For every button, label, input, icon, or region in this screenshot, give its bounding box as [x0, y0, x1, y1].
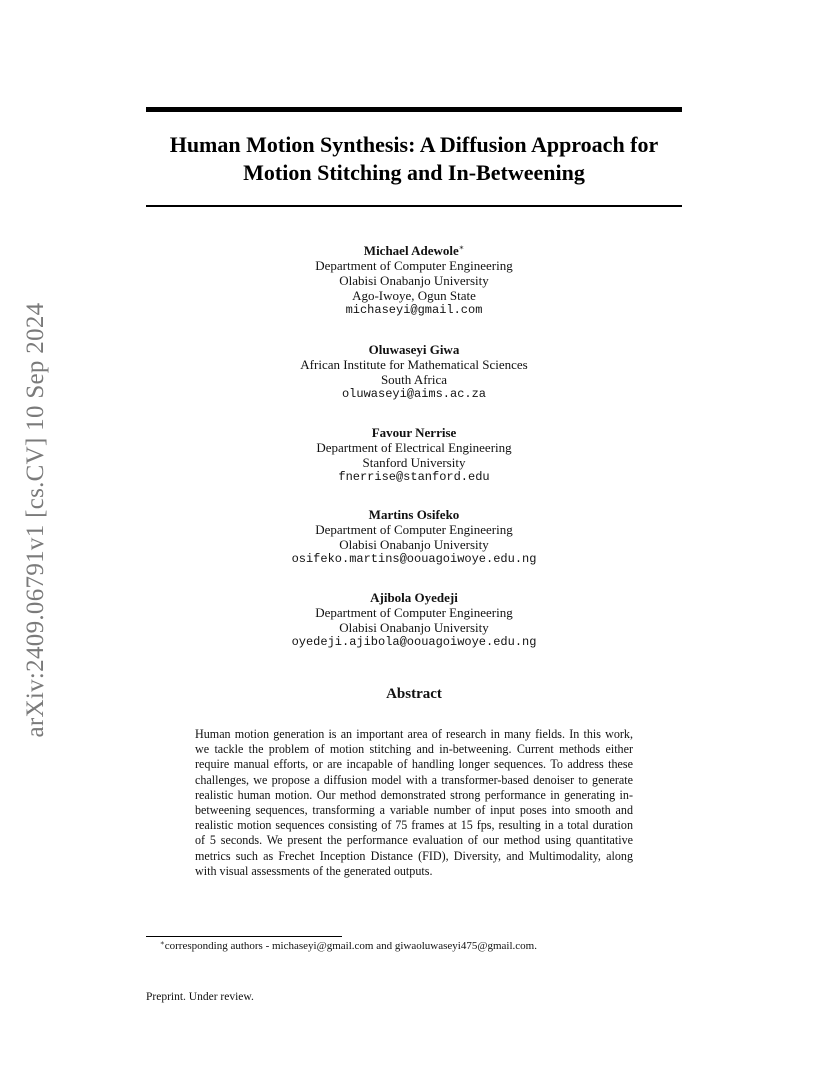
- footnote: [160, 940, 537, 953]
- author-block: [146, 342, 682, 402]
- abstract-heading: Abstract: [386, 686, 442, 702]
- author-name: Favour Nerrise: [371, 425, 457, 440]
- author-affiliation-line: Ago-Iwoye, Ogun State: [352, 288, 476, 303]
- paper-title: [146, 131, 682, 187]
- paper-title-line-2: Motion Stitching and In-Betweening: [243, 160, 585, 185]
- author-email: michaseyi@gmail.com: [345, 303, 483, 317]
- author-affiliation-line: Department of Computer Engineering: [315, 522, 513, 537]
- author-block: [146, 590, 682, 650]
- author-affiliation-line: Stanford University: [362, 455, 466, 470]
- author-name: Oluwaseyi Giwa: [368, 342, 460, 357]
- author-affiliation-line: African Institute for Mathematical Sciences: [300, 357, 528, 372]
- author-list: [146, 243, 682, 673]
- title-top-rule: [146, 107, 682, 112]
- author-email: oluwaseyi@aims.ac.za: [341, 387, 487, 401]
- abstract-text: Human motion generation is an important area of research in many fields. In this work, we tackle the problem of motion stitching and in-betweening. Current methods either require manual efforts, or are incapable of handling longer sequences. To address these challenges, we propose a diffusion model with a transformer-based denoiser to generate realistic human motion. Our method demonstrated strong performance in generating in-betweening sequences, transforming a variable number of input poses into smooth and realistic motion sequences consisting of 75 frames at 15 fps, resulting in a total duration of 5 seconds. We present the performance evaluation of our method using quantitative metrics such as Frechet Inception Distance (FID), Diversity, and Multimodality, along with visual assessments of the generated outputs.: [195, 727, 633, 878]
- author-affiliation-line: South Africa: [380, 372, 448, 387]
- footnote-mark: ∗: [160, 939, 165, 947]
- author-affiliation-line: Olabisi Onabanjo University: [339, 537, 489, 552]
- paper-title-line-1: Human Motion Synthesis: A Diffusion Approach for: [169, 132, 659, 157]
- footnote-text: corresponding authors - michaseyi@gmail.com and giwaoluwaseyi475@gmail.com.: [164, 940, 537, 952]
- author-block: [146, 425, 682, 485]
- author-name: Martins Osifeko: [368, 507, 460, 522]
- author-affiliation-line: Department of Computer Engineering: [315, 258, 513, 273]
- author-name: Michael Adewole∗: [363, 243, 465, 258]
- author-affiliation-line: Olabisi Onabanjo University: [339, 273, 489, 288]
- author-affiliation-line: Olabisi Onabanjo University: [339, 620, 489, 635]
- author-block: [146, 243, 682, 318]
- author-email: oyedeji.ajibola@oouagoiwoye.edu.ng: [291, 635, 537, 649]
- author-block: [146, 507, 682, 567]
- arxiv-identifier: arXiv:2409.06791v1 [cs.CV] 10 Sep 2024: [22, 302, 49, 738]
- author-email: osifeko.martins@oouagoiwoye.edu.ng: [291, 552, 537, 566]
- corresponding-author-mark: ∗: [458, 243, 465, 252]
- author-name: Ajibola Oyedeji: [370, 590, 458, 605]
- author-affiliation-line: Department of Electrical Engineering: [316, 440, 512, 455]
- preprint-notice: Preprint. Under review.: [146, 991, 254, 1003]
- author-email: fnerrise@stanford.edu: [338, 470, 490, 484]
- title-bottom-rule: [146, 205, 682, 207]
- footnote-rule: [146, 936, 342, 937]
- author-affiliation-line: Department of Computer Engineering: [315, 605, 513, 620]
